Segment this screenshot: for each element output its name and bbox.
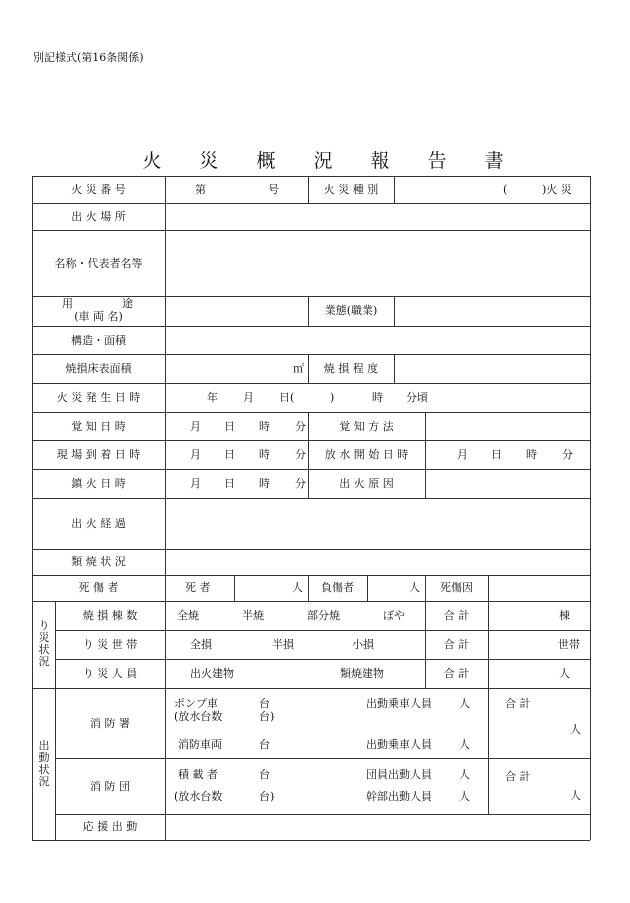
st-nin-total: 人: [570, 723, 581, 736]
damage-group-label: り災状況: [38, 619, 50, 668]
dead-label: 死 者: [185, 581, 211, 594]
br-officers: 幹部出動人員: [366, 790, 432, 803]
bb-c: 部分焼: [307, 609, 340, 622]
fire-brigade-label: 消 防 団: [90, 780, 130, 793]
use-label-2: 途: [122, 297, 133, 310]
br-nin2: 人: [459, 790, 470, 803]
casualties-label: 死 傷 者: [78, 581, 119, 594]
ar-ji: 時: [259, 448, 270, 461]
occurrence-label: 火 災 発 生 日 時: [56, 391, 141, 404]
ex-tsuki: 月: [190, 477, 201, 490]
fire-type-label: 火 災 種 別: [323, 183, 379, 196]
households-label: り 災 世 帯: [82, 638, 138, 651]
bb-b: 半焼: [242, 609, 264, 622]
water-start-label: 放 水 開 始 日 時: [324, 448, 409, 461]
injured-label: 負傷者: [321, 581, 354, 594]
ar-tsuki: 月: [190, 448, 201, 461]
casualty-cause-label: 死傷因: [440, 581, 473, 594]
st-water: (放水台数: [174, 710, 223, 723]
occ-nen: 年: [207, 391, 218, 404]
fire-cause-label: 出 火 原 因: [339, 477, 394, 490]
st-dai3: 台: [259, 738, 270, 751]
dead-unit: 人: [292, 581, 303, 594]
st-car: 消防車両: [178, 738, 222, 751]
st-total: 合 計: [505, 697, 531, 710]
occ-tsuki: 月: [243, 391, 254, 404]
name-label: 名称・代表者名等: [54, 257, 143, 270]
hh-b: 半損: [272, 638, 294, 651]
awareness-label: 覚 知 日 時: [71, 420, 126, 433]
burned-area-label: 焼損床表面積: [65, 362, 132, 375]
ex-ji: 時: [259, 477, 270, 490]
ws-hi: 日: [491, 448, 502, 461]
fire-type-open: (: [503, 183, 508, 196]
dp-unit: 人: [559, 667, 570, 680]
br-loaded: 積 載 者: [178, 768, 218, 781]
aw-fun: 分: [295, 420, 306, 433]
br-dai2: 台): [259, 790, 275, 803]
st-crew2: 出動乗車人員: [366, 738, 432, 751]
dp-a: 出火建物: [190, 667, 234, 680]
spread-label: 類 焼 状 況: [71, 555, 126, 568]
awareness-method-label: 覚 知 方 法: [339, 420, 394, 433]
dp-b: 類焼建物: [340, 667, 384, 680]
hh-c: 小損: [352, 638, 374, 651]
occ-hi: 日(: [279, 391, 295, 404]
bb-d: ぼや: [383, 609, 405, 622]
aw-ji: 時: [259, 420, 270, 433]
bb-unit: 棟: [559, 609, 570, 622]
hh-unit: 世帯: [558, 638, 580, 651]
dp-total: 合 計: [443, 667, 470, 680]
form-title: 火 災 概 況 報 告 書: [142, 150, 520, 172]
st-nin1: 人: [459, 697, 470, 710]
progress-label: 出 火 経 過: [71, 517, 126, 530]
ws-ji: 時: [526, 448, 537, 461]
st-dai1: 台: [259, 697, 270, 710]
hh-a: 全損: [190, 638, 212, 651]
bb-a: 全焼: [177, 609, 199, 622]
occ-ji: 時: [372, 391, 383, 404]
br-dai1: 台: [259, 768, 270, 781]
ws-fun: 分: [562, 448, 573, 461]
ws-tsuki: 月: [457, 448, 468, 461]
ex-fun: 分: [295, 477, 306, 490]
br-nin1: 人: [459, 768, 470, 781]
st-dai2: 台): [259, 710, 275, 723]
br-members: 団員出動人員: [366, 768, 432, 781]
form-note: 別記様式(第16条関係): [33, 51, 144, 64]
fire-station-label: 消 防 署: [90, 717, 130, 730]
support-dispatch-label: 応 援 出 動: [82, 820, 138, 833]
vehicle-name-label: (車 両 名): [74, 310, 123, 323]
bb-total: 合 計: [443, 609, 470, 622]
ar-hi: 日: [224, 448, 235, 461]
sqm-unit: ㎡: [293, 362, 304, 375]
st-crew1: 出動乗車人員: [366, 697, 432, 710]
ex-hi: 日: [224, 477, 235, 490]
fire-number-dai: 第: [195, 183, 206, 196]
occ-fun: 分頃: [406, 391, 428, 404]
burn-degree-label: 焼 損 程 度: [323, 362, 379, 375]
hh-total: 合 計: [443, 638, 470, 651]
arrival-label: 現 場 到 着 日 時: [56, 448, 141, 461]
fire-place-label: 出 火 場 所: [71, 210, 126, 223]
br-nin-total: 人: [570, 789, 581, 802]
fire-type-close: )火 災: [542, 183, 572, 196]
injured-unit: 人: [409, 581, 420, 594]
br-water: (放水台数: [174, 790, 223, 803]
business-label: 業態(職業): [324, 304, 378, 317]
aw-hi: 日: [224, 420, 235, 433]
extinguish-label: 鎮 火 日 時: [71, 477, 126, 490]
aw-tsuki: 月: [190, 420, 201, 433]
structure-label: 構造・面積: [71, 334, 126, 347]
dispatch-group-label: 出動状況: [38, 739, 50, 788]
fire-number-label: 火 災 番 号: [71, 183, 126, 196]
use-label-1: 用: [62, 297, 73, 310]
burned-buildings-label: 焼 損 棟 数: [82, 609, 138, 622]
occ-paren: ): [330, 391, 335, 404]
ar-fun: 分: [295, 448, 306, 461]
st-nin2: 人: [459, 738, 470, 751]
damage-people-label: り 災 人 員: [82, 667, 138, 680]
st-pump: ポンプ車: [174, 697, 218, 710]
fire-number-go: 号: [268, 183, 279, 196]
br-total: 合 計: [505, 770, 531, 783]
